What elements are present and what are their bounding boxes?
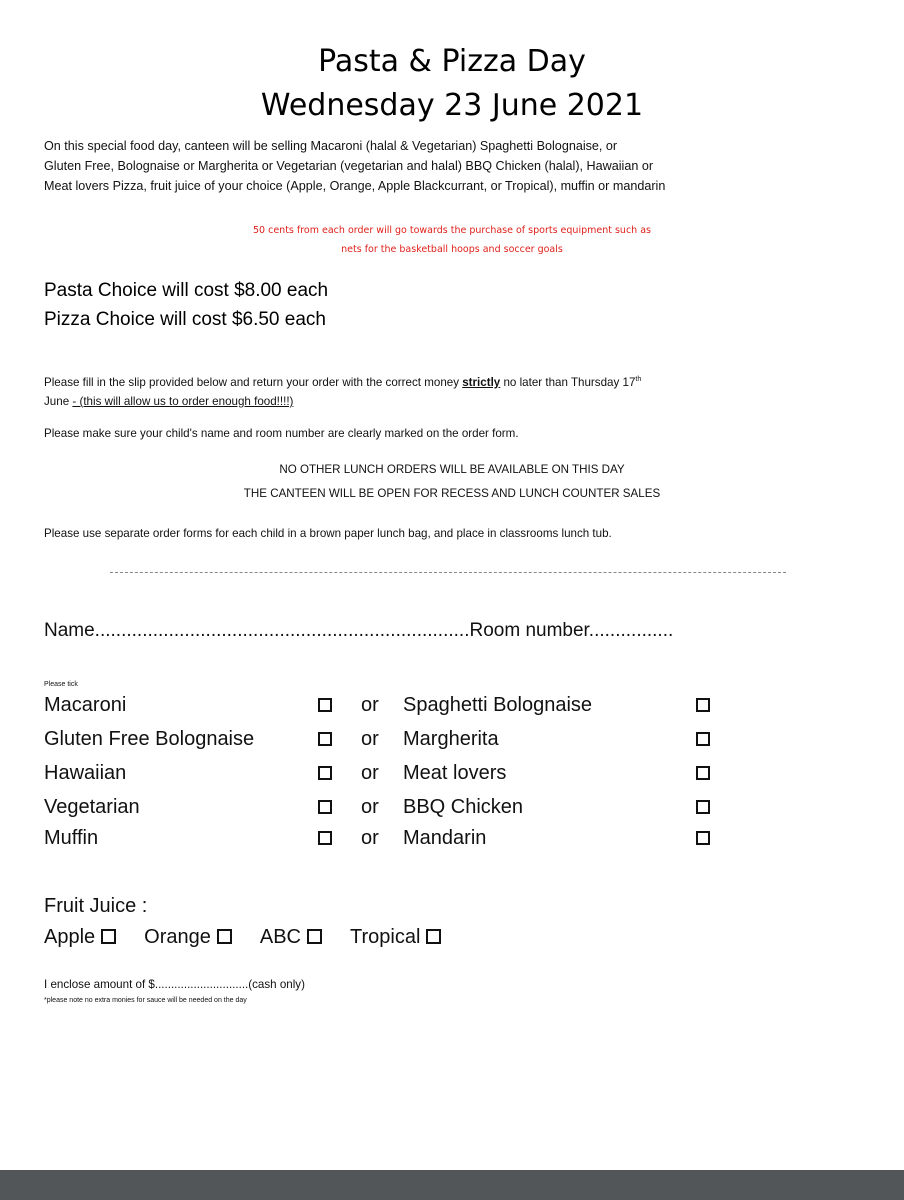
canteen-open-notice: THE CANTEEN WILL BE OPEN FOR RECESS AND LUNCH COUNTER SALES <box>243 487 661 500</box>
margherita-checkbox[interactable] <box>696 732 710 746</box>
intro-line: Gluten Free, Bolognaise or Margherita or Vegetarian (vegetarian and halal) BBQ Chicken (halal), Hawaiian or <box>44 159 654 173</box>
meat-lovers-checkbox[interactable] <box>696 766 710 780</box>
or-label: or <box>361 827 379 849</box>
sports-note <box>0 221 904 259</box>
option-label-right: Margherita <box>403 728 499 750</box>
hawaiian-checkbox[interactable] <box>318 766 332 780</box>
option-label-left: Muffin <box>44 827 99 849</box>
order-enough-note: - (this will allow us to order enough food!!!!) <box>72 394 294 408</box>
pizza-price: Pizza Choice will cost $6.50 each <box>44 309 326 330</box>
bbq-chicken-checkbox[interactable] <box>696 800 710 814</box>
juice-option <box>44 926 116 949</box>
juice-label: Apple <box>44 926 96 948</box>
viewer-bottom-bar <box>0 1170 904 1200</box>
cut-line-divider <box>110 572 786 573</box>
muffin-checkbox[interactable] <box>318 831 332 845</box>
option-label-right: Spaghetti Bolognaise <box>403 694 593 716</box>
sauce-note: *please note no extra monies for sauce will be needed on the day <box>44 997 247 1004</box>
mandarin-checkbox[interactable] <box>696 831 710 845</box>
page-title: Pasta & Pizza Day <box>318 44 586 79</box>
tropical-checkbox[interactable] <box>426 929 441 944</box>
separate-forms-instruction: Please use separate order forms for each child in a brown paper lunch bag, and place in classrooms lunch tub. <box>44 527 612 540</box>
no-orders-notice: NO OTHER LUNCH ORDERS WILL BE AVAILABLE ON THIS DAY <box>279 463 625 476</box>
fill-in-line <box>44 370 864 392</box>
vegetarian-checkbox[interactable] <box>318 800 332 814</box>
orange-checkbox[interactable] <box>217 929 232 944</box>
intro-paragraph <box>44 136 864 196</box>
sports-note-line: nets for the basketball hoops and soccer goals <box>341 244 563 255</box>
enclose-amount-field[interactable]: I enclose amount of $.............................(cash only) <box>44 978 305 991</box>
fruit-juice-label: Fruit Juice : <box>44 895 148 917</box>
or-label: or <box>361 796 379 818</box>
option-label-left: Macaroni <box>44 694 127 716</box>
fill-in-text: Please fill in the slip provided below and return your order with the correct money <box>44 375 463 389</box>
sports-note-line: 50 cents from each order will go towards the purchase of sports equipment such as <box>253 225 651 236</box>
abc-checkbox[interactable] <box>307 929 322 944</box>
juice-option <box>350 926 441 949</box>
strictly-emphasis: strictly <box>462 375 501 389</box>
ordinal-suffix: th <box>635 376 642 383</box>
fill-in-text: June <box>44 394 73 408</box>
option-label-left: Hawaiian <box>44 762 127 784</box>
juice-option <box>144 926 232 949</box>
option-label-right: Meat lovers <box>403 762 507 784</box>
or-label: or <box>361 694 379 716</box>
juice-label: ABC <box>259 926 301 948</box>
option-label-left: Vegetarian <box>44 796 140 818</box>
juice-label: Orange <box>144 926 211 948</box>
juice-label: Tropical <box>350 926 421 948</box>
fill-in-line <box>44 392 864 411</box>
event-date: Wednesday 23 June 2021 <box>260 88 644 123</box>
juice-options <box>44 926 469 949</box>
fill-in-text: no later than Thursday 17 <box>500 375 636 389</box>
option-label-right: Mandarin <box>403 827 487 849</box>
intro-line: Meat lovers Pizza, fruit juice of your choice (Apple, Orange, Apple Blackcurrant, or Tropical), muffin or mandarin <box>44 179 666 193</box>
or-label: or <box>361 728 379 750</box>
intro-line: On this special food day, canteen will be selling Macaroni (halal & Vegetarian) Spaghetti Bolognaise, or <box>44 139 618 153</box>
fill-in-instruction <box>44 370 864 411</box>
name-room-field[interactable]: Name.......................................................................Room number................ <box>44 620 674 641</box>
name-room-instruction: Please make sure your child's name and room number are clearly marked on the order form. <box>44 427 519 440</box>
macaroni-checkbox[interactable] <box>318 698 332 712</box>
please-tick-label: Please tick <box>44 681 78 688</box>
gluten-free-checkbox[interactable] <box>318 732 332 746</box>
option-label-right: BBQ Chicken <box>403 796 524 818</box>
or-label: or <box>361 762 379 784</box>
spaghetti-checkbox[interactable] <box>696 698 710 712</box>
juice-option <box>260 926 322 949</box>
pasta-price: Pasta Choice will cost $8.00 each <box>44 280 329 301</box>
apple-checkbox[interactable] <box>101 929 116 944</box>
option-label-left: Gluten Free Bolognaise <box>44 728 255 750</box>
